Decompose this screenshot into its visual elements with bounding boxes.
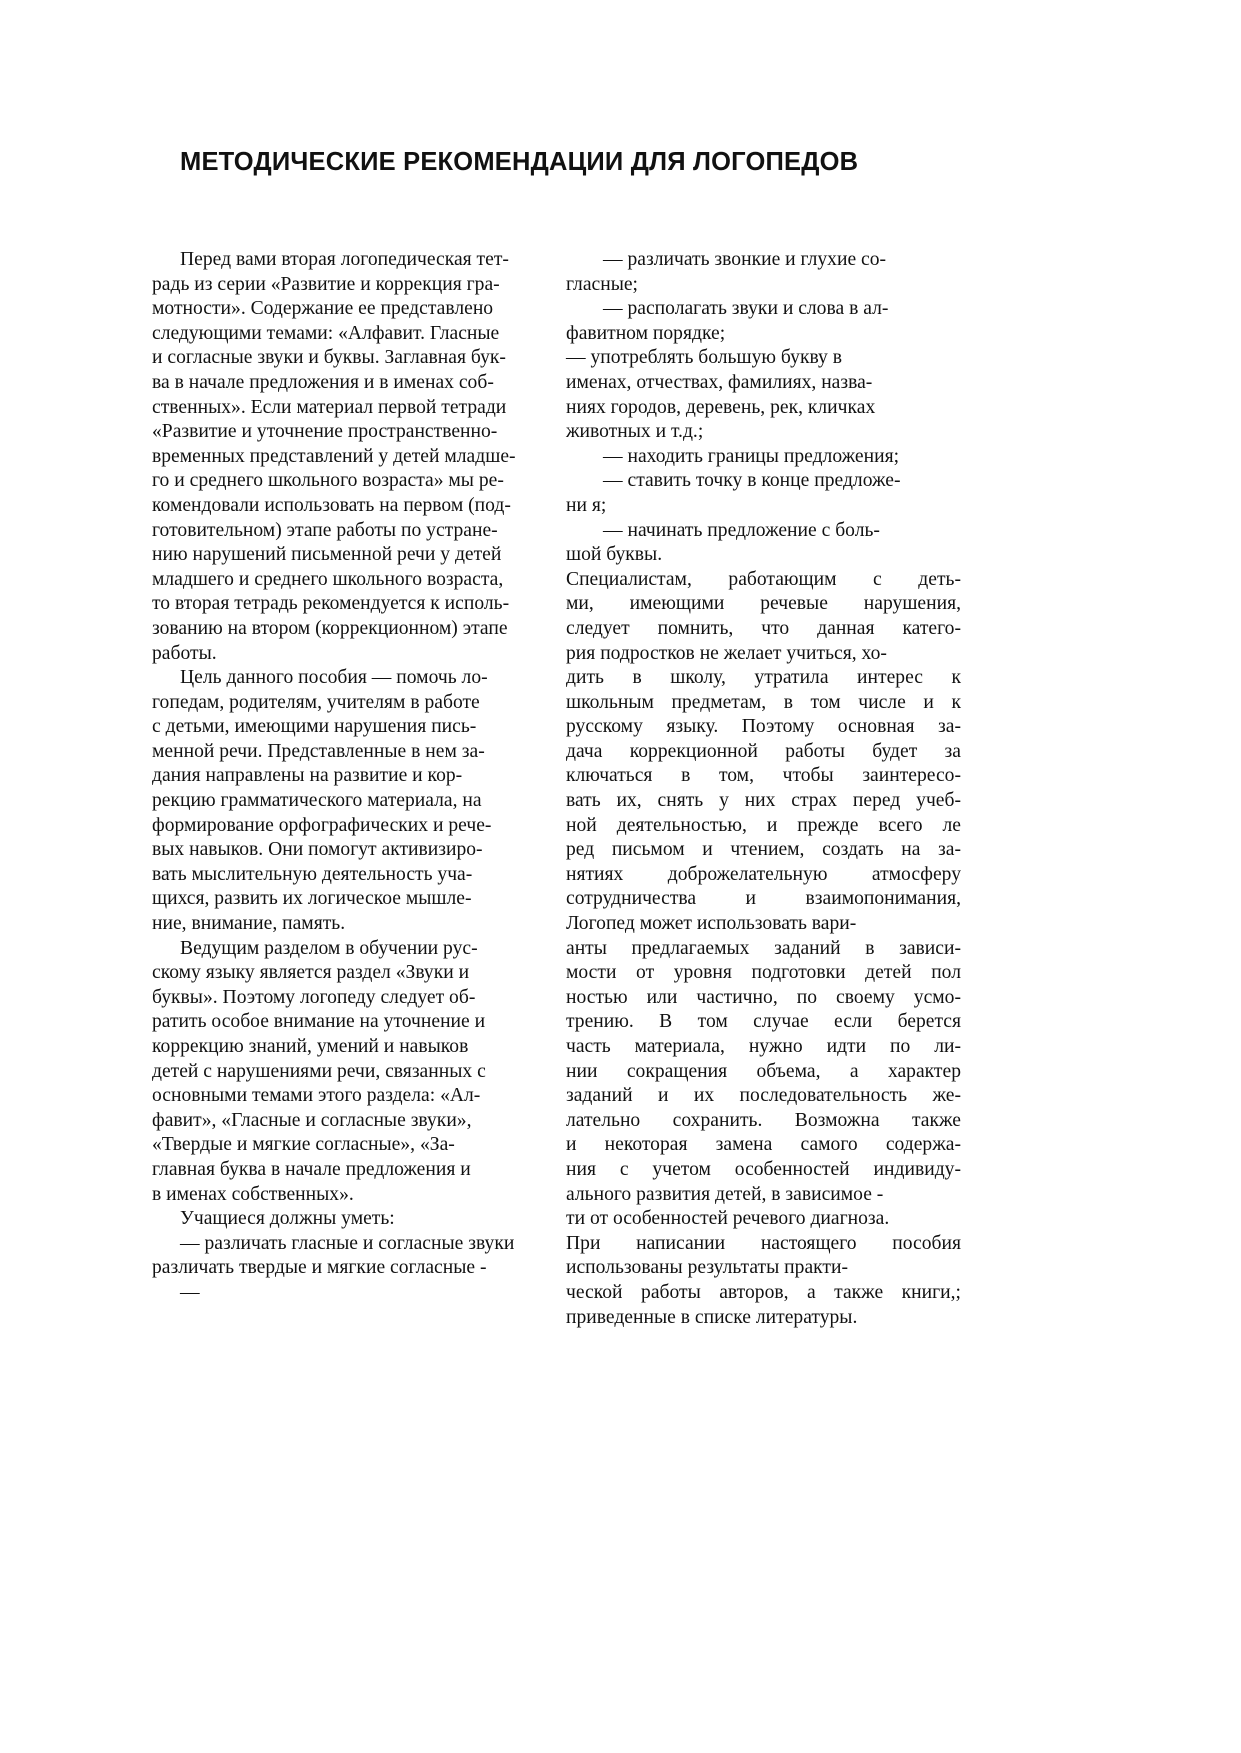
text-line: следует помнить, что данная катего- [566, 617, 961, 639]
text-line: Специалистам, работающим с деть- [566, 568, 961, 590]
text-line: в именах собственных». [152, 1183, 354, 1205]
text-line: зованию на втором (коррекционном) этапе [152, 617, 508, 639]
text-line: русскому языку. Поэтому основная за- [566, 716, 961, 738]
text-line: рекцию грамматического материала, на [152, 790, 482, 812]
text-line: ального развития детей, в зависимое - [566, 1183, 884, 1205]
text-line: лательно сохранить. Возможна также [566, 1109, 961, 1131]
page-title: МЕТОДИЧЕСКИЕ РЕКОМЕНДАЦИИ ДЛЯ ЛОГОПЕДОВ [180, 148, 859, 176]
text-line: и согласные звуки и буквы. Заглавная бук- [152, 347, 506, 369]
text-line: коррекцию знаний, умений и навыков [152, 1036, 469, 1057]
text-line: — располагать звуки и слова в ал- [603, 298, 889, 320]
left-column [152, 248, 542, 1306]
text-line: ственных». Если материал первой тетради [152, 396, 507, 418]
text-line: Цель данного пособия — помочь ло- [180, 667, 488, 689]
text-line: работы. [152, 642, 217, 664]
text-line: го и среднего школьного возраста» мы ре- [152, 470, 504, 492]
text-line: дания направлены на развитие и кор- [152, 765, 463, 787]
text-line: животных и т.д.; [566, 421, 704, 443]
text-line: готовительном) этапе работы по устране- [152, 519, 498, 541]
text-line: формирование орфографических и рече- [152, 814, 492, 836]
text-line: — [180, 1281, 200, 1303]
text-line: младшего и среднего школьного возраста, [152, 568, 504, 590]
text-line: вать их, снять у них страх перед учеб- [566, 790, 961, 812]
text-line: вых навыков. Они помогут активизиро- [152, 839, 483, 861]
text-line: Перед вами вторая логопедическая тет- [180, 249, 509, 270]
text-line: ниях городов, деревень, рек, кличках [566, 396, 876, 418]
text-line: ни я; [566, 494, 607, 516]
text-line: При написании настоящего пособия [566, 1232, 961, 1254]
text-line: Ведущим разделом в обучении рус- [180, 937, 478, 959]
text-line: ти от особенностей речевого диагноза. [566, 1208, 890, 1230]
text-line: использованы результаты практи- [566, 1257, 848, 1279]
text-line: Учащиеся должны уметь: [180, 1208, 395, 1230]
text-line: и некоторая замена самого содержа- [566, 1134, 961, 1156]
text-line: ред письмом и чтением, создать на за- [566, 839, 961, 861]
text-line: щихся, развить их логическое мышле- [152, 888, 472, 910]
text-line: фавитном порядке; [566, 322, 726, 344]
text-line: фавит», «Гласные и согласные звуки», [152, 1109, 472, 1131]
text-line: ностью или частично, по своему усмо- [566, 986, 961, 1008]
text-line: ратить особое внимание на уточнение и [152, 1011, 486, 1033]
text-line: шой буквы. [566, 544, 663, 566]
text-line: школьным предметам, в том числе и к [566, 691, 961, 713]
text-line: ние, внимание, память. [152, 913, 346, 935]
text-line: основными темами этого раздела: «Ал- [152, 1085, 481, 1107]
text-line: дить в школу, утратила интерес к [566, 667, 961, 689]
text-line: — ставить точку в конце предложе- [603, 470, 901, 492]
text-line: с детьми, имеющими нарушения пись- [152, 716, 477, 738]
text-line: гласные; [566, 273, 639, 295]
text-line: «Твердые и мягкие согласные», «За- [152, 1134, 455, 1156]
text-line: менной речи. Представленные в нем за- [152, 740, 485, 762]
text-line: буквы». Поэтому логопеду следует об- [152, 986, 476, 1008]
text-line: нию нарушений письменной речи у детей [152, 544, 502, 566]
text-line: ной деятельностью, и прежде всего ле [566, 814, 961, 836]
text-line: комендовали использовать на первом (под- [152, 494, 511, 516]
text-line: нии сокращения объема, а характер [566, 1060, 961, 1082]
text-line: ми, имеющими речевые нарушения, [566, 593, 961, 615]
text-line: следующими темами: «Алфавит. Гласные [152, 322, 500, 344]
text-line: анты предлагаемых заданий в зависи- [566, 937, 961, 959]
text-line: мости от уровня подготовки детей пол [566, 962, 961, 984]
text-line: ческой работы авторов, а также книги,; [566, 1281, 961, 1303]
text-line: ва в начале предложения и в именах соб- [152, 371, 494, 393]
text-line: Логопед может использовать вари- [566, 913, 857, 935]
text-line: трению. В том случае если берется [566, 1011, 961, 1033]
text-line: именах, отчествах, фамилиях, назва- [566, 371, 873, 393]
text-line: заданий и их последовательность же- [566, 1085, 961, 1107]
text-line: сотрудничества и взаимопонимания, [566, 888, 961, 910]
text-line: скому языку является раздел «Звуки и [152, 962, 470, 984]
text-line: — различать гласные и согласные звуки [180, 1232, 515, 1254]
text-line: «Развитие и уточнение пространственно- [152, 421, 498, 443]
text-line: гопедам, родителям, учителям в работе [152, 691, 480, 713]
text-line: временных представлений у детей младше- [152, 445, 516, 467]
text-line: — начинать предложение с боль- [603, 519, 880, 541]
text-line: ния с учетом особенностей индивиду- [566, 1158, 961, 1180]
text-line: нятиях доброжелательную атмосферу [566, 863, 961, 885]
text-line: — находить границы предложения; [603, 445, 900, 467]
text-line: мотности». Содержание ее представлено [152, 298, 494, 320]
text-line: рия подростков не желает учиться, хо- [566, 642, 887, 664]
text-line: то вторая тетрадь рекомендуется к исполь- [152, 593, 510, 615]
text-line: главная буква в начале предложения и [152, 1158, 471, 1180]
text-line: — различать звонкие и глухие со- [603, 249, 887, 270]
text-line: вать мыслительную деятельность уча- [152, 863, 473, 885]
text-line: различать твердые и мягкие согласные - [152, 1257, 487, 1279]
text-line: часть материала, нужно идти по ли- [566, 1036, 961, 1057]
text-line: приведенные в списке литературы. [566, 1306, 858, 1328]
text-line: — употреблять большую букву в [566, 347, 842, 369]
text-line: ключаться в том, чтобы заинтересо- [566, 765, 961, 787]
right-column [566, 248, 961, 1330]
text-line: детей с нарушениями речи, связанных с [152, 1060, 486, 1082]
text-line: дача коррекционной работы будет за [566, 740, 961, 762]
text-line: радь из серии «Развитие и коррекция гра- [152, 273, 500, 295]
